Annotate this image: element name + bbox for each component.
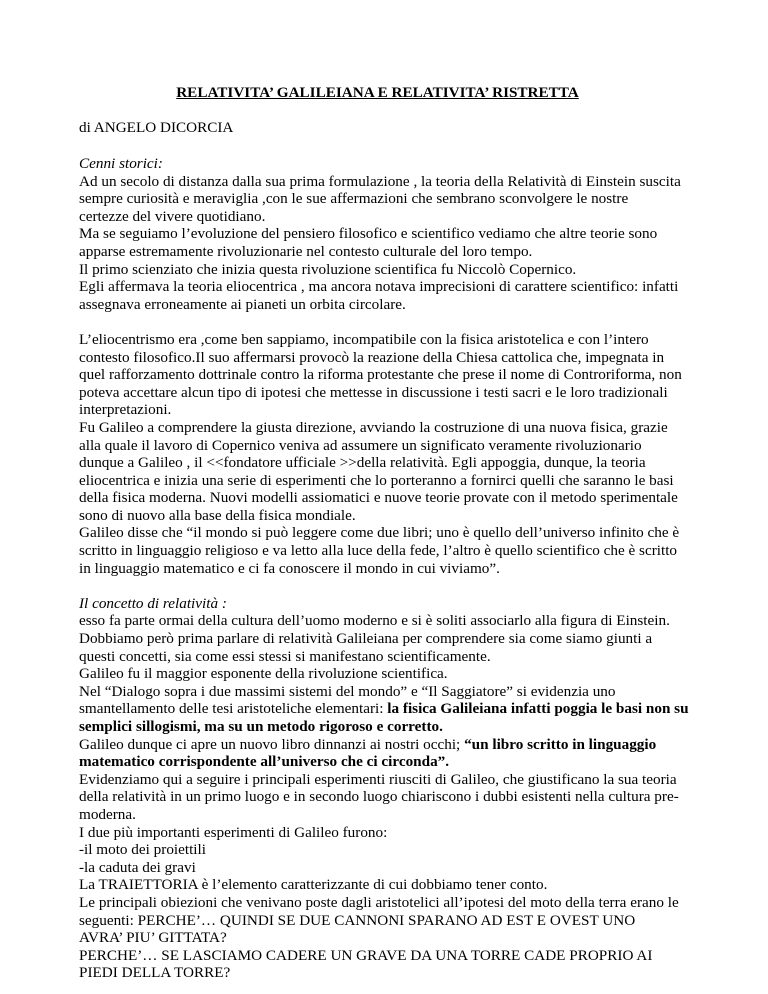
text-line: L’eliocentrismo era ,come ben sappiamo, incompatibile con la fisica aristotelica e con l’intero xyxy=(79,330,649,348)
text-line: I due più importanti esperimenti di Galileo furono: xyxy=(79,823,388,841)
text-line: scritto in linguaggio religioso e va letto alla luce della fede, l’altro è quello scientifico che è scritto xyxy=(79,542,678,560)
text-line: Galileo disse che “il mondo si può leggere come due libri; uno è quello dell’universo infinito che è xyxy=(79,524,680,542)
document-title: RELATIVITA’ GALILEIANA E RELATIVITA’ RISTRETTA xyxy=(176,84,579,101)
text-line-mixed xyxy=(79,700,689,718)
text-line: contesto filosofico.Il suo affermarsi provocò la reazione della Chiesa cattolica che, impegnata in xyxy=(79,348,665,366)
author-line: di ANGELO DICORCIA xyxy=(79,119,234,136)
text-line: Galileo fu il maggior esponente della rivoluzione scientifica. xyxy=(79,665,448,683)
text-line: della fisica moderna. Nuovi modelli assiomatici e nuove teorie provate con il metodo sperimentale xyxy=(79,489,678,507)
paragraph-intro xyxy=(79,172,681,314)
section-heading-concetto-relativita: Il concetto di relatività : xyxy=(79,594,227,612)
text-line: poteva accettare alcun tipo di ipotesi che mettesse in discussione i testi sacri e le loro tradizionali xyxy=(79,383,668,401)
text-run: Galileo dunque ci apre un nuovo libro dinnanzi ai nostri occhi; xyxy=(79,735,465,753)
paragraph-gap xyxy=(79,577,676,595)
text-line: PIEDI DELLA TORRE? xyxy=(79,964,231,982)
section-heading-cenni-storici: Cenni storici: xyxy=(79,155,163,172)
text-line: PERCHE’… SE LASCIAMO CADERE UN GRAVE DA UNA TORRE CADE PROPRIO AI xyxy=(79,946,653,964)
text-line: quel rafforzamento dottrinale contro la riforma protestante che prese il nome di Controriforma, non xyxy=(79,366,682,384)
text-line: moderna. xyxy=(79,805,136,823)
text-line: esso fa parte ormai della cultura dell’uomo moderno e si è soliti associarlo alla figura di Einstein. xyxy=(79,612,670,630)
text-line: Nel “Dialogo sopra i due massimi sistemi del mondo” e “Il Saggiatore” si evidenzia uno xyxy=(79,682,616,700)
text-run: smantellamento delle tesi aristoteliche elementari: xyxy=(79,700,388,718)
paragraph-eliocentrismo xyxy=(79,330,682,577)
text-line: alla quale il lavoro di Copernico veniva ad assumere un significato veramente rivoluzionario xyxy=(79,436,642,454)
text-line: Il primo scienziato che inizia questa rivoluzione scientifica fu Niccolò Copernico. xyxy=(79,260,577,278)
text-line: La TRAIETTORIA è l’elemento caratterizzante di cui dobbiamo tener conto. xyxy=(79,876,548,894)
bold-text-line: semplici sillogismi, ma su un metodo rigoroso e corretto. xyxy=(79,718,443,735)
text-line: eliocentrica e inizia una serie di esperimenti che lo porteranno a fornirci quelli che saranno le basi xyxy=(79,471,674,489)
list-item: -il moto dei proiettili xyxy=(79,841,206,859)
paragraph-relativita xyxy=(79,612,689,982)
text-line: AVRA’ PIU’ GITTATA? xyxy=(79,929,227,947)
text-line: in linguaggio matematico e ci fa conoscere il mondo in cui viviamo”. xyxy=(79,559,500,577)
text-line: Evidenziamo qui a seguire i principali esperimenti riusciti di Galileo, che giustificano la sua teoria xyxy=(79,770,677,788)
text-line: sempre curiosità e meraviglia ,con le sue affermazioni che sembrano sconvolgere le nostre xyxy=(79,190,629,208)
paragraph-gap xyxy=(79,313,676,331)
text-line: dunque a Galileo , il <<fondatore ufficiale >>della relatività. Egli appoggia, dunque, la teoria xyxy=(79,454,646,472)
text-line: seguenti: PERCHE’… QUINDI SE DUE CANNONI SPARANO AD EST E OVEST UNO xyxy=(79,911,636,929)
text-line: certezze del vivere quotidiano. xyxy=(79,207,266,225)
bold-text-line: matematico corrispondente all’universo che ci circonda”. xyxy=(79,753,450,771)
text-line: interpretazioni. xyxy=(79,401,172,419)
list-item: -la caduta dei gravi xyxy=(79,858,196,876)
text-line: Fu Galileo a comprendere la giusta direzione, avviando la costruzione di una nuova fisica, grazie xyxy=(79,418,668,436)
text-line: questi concetti, sia come essi stessi si manifestano scientificamente. xyxy=(79,647,491,665)
text-line: Ma se seguiamo l’evoluzione del pensiero filosofico e scientifico vediamo che altre teorie sono xyxy=(79,225,658,243)
text-line: apparse estremamente rivoluzionarie nel contesto culturale del loro tempo. xyxy=(79,242,533,260)
text-line-mixed xyxy=(79,736,676,754)
bold-text-run: la fisica Galileiana infatti poggia le basi non su xyxy=(387,700,689,718)
text-line: assegnava erroneamente ai pianeti un orbita circolare. xyxy=(79,295,406,313)
text-line: della relatività in un primo luogo e in secondo luogo chiariscono i dubbi esistenti nella cultura pre- xyxy=(79,788,679,806)
text-line: Le principali obiezioni che venivano poste dagli aristotelici all’ipotesi del moto della terra erano le xyxy=(79,893,679,911)
text-line: Dobbiamo però prima parlare di relatività Galileiana per comprendere sia come siamo giunti a xyxy=(79,630,653,648)
text-line: Ad un secolo di distanza dalla sua prima formulazione , la teoria della Relatività di Einstein suscita xyxy=(79,172,681,190)
document-body xyxy=(79,155,689,982)
text-line: sono di nuovo alla base della fisica mondiale. xyxy=(79,506,356,524)
text-line: Egli affermava la teoria eliocentrica , ma ancora notava imprecisioni di carattere scientifico: infatti xyxy=(79,278,679,296)
bold-text-run: “un libro scritto in linguaggio xyxy=(464,735,657,753)
